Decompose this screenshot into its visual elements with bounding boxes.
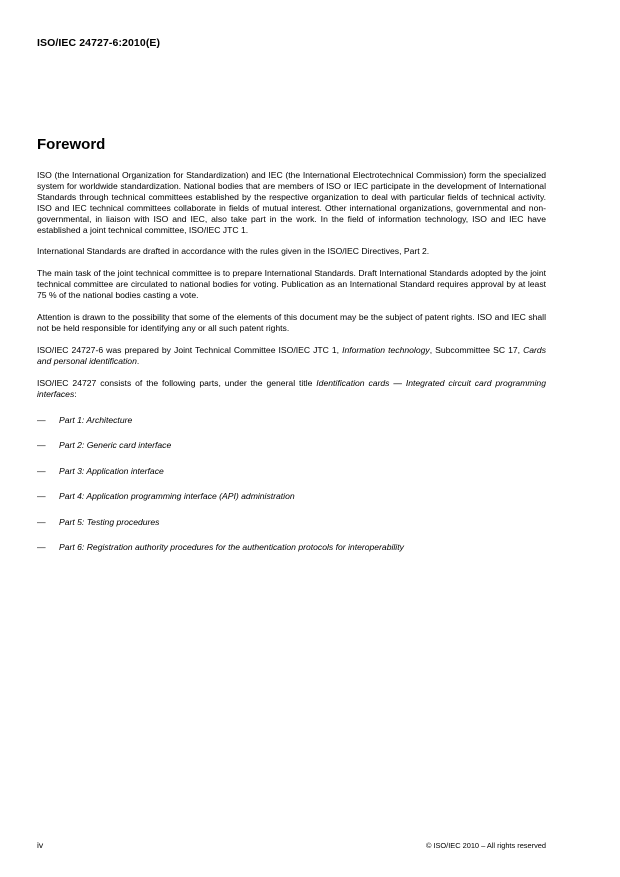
list-dash: —: [37, 414, 46, 425]
paragraph-organizations: ISO (the International Organization for Standardization) and IEC (the International Electrotechnical Commission) form the specialized system for worldwide standardization. National bodies that are members of ISO or IEC participate in the development of International Standards through technical committees established by the respective organization to deal with particular fields of technical activity. ISO and IEC technical committees collaborate in fields of mutual interest. Other international organizations, governmental and non-governmental, in liaison with ISO and IEC, also take part in the work. In the field of information technology, ISO and IEC have established a joint technical committee, ISO/IEC JTC 1.: [37, 170, 546, 235]
copyright-notice: © ISO/IEC 2010 – All rights reserved: [425, 841, 546, 850]
list-dash: —: [37, 465, 46, 476]
consists-of-end: :: [74, 388, 77, 399]
subcommittee-title: Cards and personal identification: [37, 344, 546, 366]
list-item: [37, 517, 546, 528]
paragraph-main-task: The main task of the joint technical committee is to prepare International Standards. Draft International Standards adopted by the joint technical committee are circulated to national bodies for voting. Publication as an International Standard requires approval by at least 75 % of the national bodies casting a vote.: [37, 268, 546, 301]
list-item: [37, 415, 546, 426]
prepared-by-end: .: [136, 355, 140, 366]
paragraph-consists-of: [37, 378, 546, 400]
list-item: [37, 542, 546, 553]
list-item: [37, 440, 546, 451]
list-item: [37, 466, 546, 477]
part-6-label: Part 6: Registration authority procedures for the authentication protocols for interoperability: [59, 542, 404, 552]
foreword-body: [37, 170, 546, 568]
list-dash: —: [37, 440, 46, 450]
list-dash: —: [37, 542, 46, 552]
list-dash: —: [37, 491, 46, 501]
page-number: iv: [37, 840, 44, 850]
prepared-by-lead: ISO/IEC 24727-6 was prepared by Joint Technical Committee ISO/IEC JTC 1,: [37, 344, 340, 355]
consists-of-lead: ISO/IEC 24727 consists of the following parts, under the general title: [37, 377, 313, 388]
paragraph-patent-rights: Attention is drawn to the possibility that some of the elements of this document may be the subject of patent rights. ISO and IEC shall not be held responsible for identifying any or all such patent rights.: [37, 312, 546, 333]
document-id: ISO/IEC 24727-6:2010(E): [37, 37, 161, 49]
part-4-label: Part 4: Application programming interface (API) administration: [59, 491, 295, 501]
part-5-label: Part 5: Testing procedures: [59, 516, 160, 527]
parts-list: [37, 415, 546, 554]
paragraph-prepared-by: [37, 345, 546, 367]
foreword-title: Foreword: [37, 136, 106, 153]
general-title: Identification cards — Integrated circuit card programming interfaces: [37, 377, 546, 399]
list-dash: —: [37, 516, 46, 527]
prepared-by-middle: , Subcommittee SC 17,: [429, 344, 521, 355]
part-3-label: Part 3: Application interface: [59, 465, 164, 476]
list-item: [37, 491, 546, 502]
part-1-label: Part 1: Architecture: [59, 414, 133, 425]
paragraph-directives: International Standards are drafted in accordance with the rules given in the ISO/IEC Directives, Part 2.: [37, 246, 430, 257]
part-2-label: Part 2: Generic card interface: [59, 440, 172, 450]
committee-title: Information technology: [342, 344, 430, 355]
